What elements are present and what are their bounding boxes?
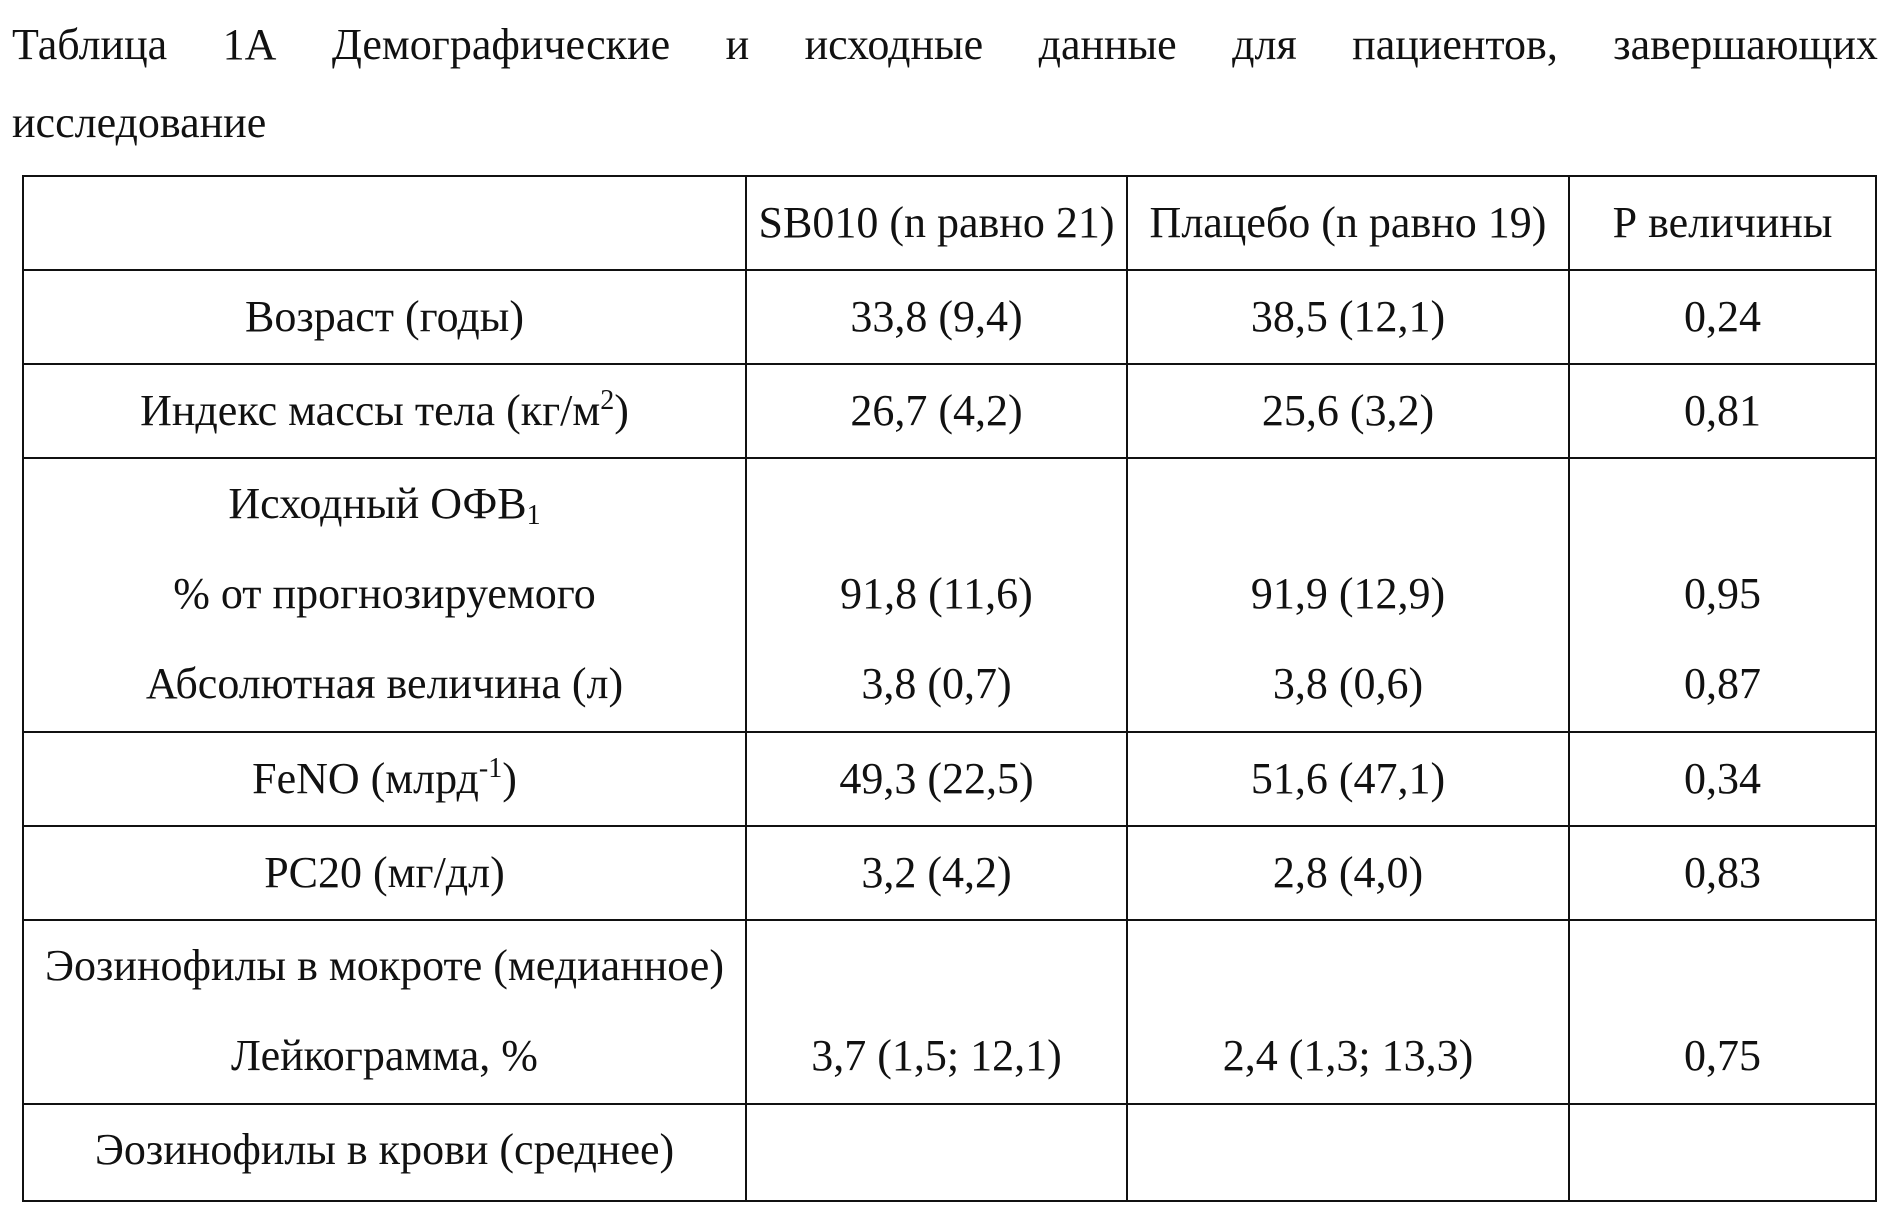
- blank-line: [1570, 921, 1875, 1011]
- cell-sb010: [746, 1104, 1127, 1201]
- cell-p-value: [1569, 458, 1876, 732]
- sputum-p: 0,75: [1684, 1031, 1761, 1080]
- table-row-feno: [23, 732, 1876, 826]
- demographics-table: [22, 175, 1877, 1202]
- fev-sub1-label: % от прогнозируемого: [173, 569, 596, 618]
- row-label: Эозинофилы в крови (среднее): [23, 1104, 746, 1201]
- row-label: [23, 732, 746, 826]
- header-sb010: SB010 (n равно 21): [746, 176, 1127, 270]
- caption-word: завершающих: [1613, 20, 1878, 69]
- subscript: 1: [526, 500, 541, 531]
- superscript: -1: [478, 753, 503, 784]
- row-label: [23, 458, 746, 732]
- row-label: Возраст (годы): [23, 270, 746, 364]
- blank-line: [1128, 459, 1568, 549]
- caption-word: для: [1232, 20, 1297, 69]
- cell-p-value: 0,24: [1569, 270, 1876, 364]
- header-empty-cell: [23, 176, 746, 270]
- table-row-pc20: [23, 826, 1876, 920]
- caption-line-2: исследование: [12, 98, 267, 147]
- cell-sb010: 3,2 (4,2): [746, 826, 1127, 920]
- fev-sub1-placebo: 91,9 (12,9): [1250, 569, 1446, 618]
- fev-title-text: Исходный ОФВ: [228, 479, 527, 528]
- row-label-end: ): [614, 386, 629, 435]
- header-p-value: Р величины: [1569, 176, 1876, 270]
- caption-word: 1А: [222, 20, 277, 69]
- table-caption: [12, 6, 1878, 162]
- caption-word: и: [725, 20, 750, 69]
- row-label: PC20 (мг/дл): [23, 826, 746, 920]
- cell-sb010: 33,8 (9,4): [746, 270, 1127, 364]
- fev-sub1-sb010: 91,8 (11,6): [840, 569, 1033, 618]
- cell-sb010: 26,7 (4,2): [746, 364, 1127, 458]
- row-label-text: Индекс массы тела (кг/м: [140, 386, 601, 435]
- table-row-sputum-eosinophils: [23, 920, 1876, 1104]
- fev-sub1-p: 0,95: [1684, 569, 1761, 618]
- cell-p-value: 0,34: [1569, 732, 1876, 826]
- table-row-bmi: [23, 364, 1876, 458]
- caption-word: Таблица: [12, 20, 168, 69]
- row-label-end: ): [502, 754, 517, 803]
- caption-word: исходные: [804, 20, 984, 69]
- sputum-sb010: 3,7 (1,5; 12,1): [811, 1031, 1062, 1080]
- cell-p-value: 0,83: [1569, 826, 1876, 920]
- caption-line-1: [12, 6, 1878, 84]
- fev-sub2-p: 0,87: [1684, 659, 1761, 708]
- cell-placebo: [1127, 458, 1569, 732]
- fev-sub2-placebo: 3,8 (0,6): [1272, 659, 1424, 708]
- table-row-blood-eosinophils: [23, 1104, 1876, 1201]
- superscript: 2: [600, 385, 615, 416]
- header-placebo: Плацебо (n равно 19): [1127, 176, 1569, 270]
- row-label: [23, 920, 746, 1104]
- sputum-title: Эозинофилы в мокроте (медианное): [45, 941, 724, 990]
- cell-p-value: [1569, 920, 1876, 1104]
- cell-p-value: [1569, 1104, 1876, 1201]
- blank-line: [747, 921, 1126, 1011]
- sputum-sub-label: Лейкограмма, %: [231, 1031, 538, 1080]
- blank-line: [747, 459, 1126, 549]
- caption-word: пациентов,: [1352, 20, 1558, 69]
- caption-word: Демографические: [331, 20, 671, 69]
- cell-placebo: 38,5 (12,1): [1127, 270, 1569, 364]
- cell-sb010: [746, 458, 1127, 732]
- fev-sub2-label: Абсолютная величина (л): [145, 659, 624, 708]
- cell-placebo: [1127, 920, 1569, 1104]
- fev-title: [24, 459, 745, 549]
- cell-placebo: 2,8 (4,0): [1127, 826, 1569, 920]
- table-row-age: [23, 270, 1876, 364]
- cell-placebo: 51,6 (47,1): [1127, 732, 1569, 826]
- sputum-placebo: 2,4 (1,3; 13,3): [1222, 1031, 1474, 1080]
- blank-line: [1570, 459, 1875, 549]
- cell-sb010: [746, 920, 1127, 1104]
- caption-word: данные: [1038, 20, 1177, 69]
- fev-sub2-sb010: 3,8 (0,7): [861, 659, 1012, 708]
- table-header-row: [23, 176, 1876, 270]
- row-label: [23, 364, 746, 458]
- cell-placebo: [1127, 1104, 1569, 1201]
- cell-p-value: 0,81: [1569, 364, 1876, 458]
- cell-sb010: 49,3 (22,5): [746, 732, 1127, 826]
- blank-line: [1128, 921, 1568, 1011]
- table-row-fev1: [23, 458, 1876, 732]
- row-label-text: FeNO (млрд: [252, 754, 479, 803]
- cell-placebo: 25,6 (3,2): [1127, 364, 1569, 458]
